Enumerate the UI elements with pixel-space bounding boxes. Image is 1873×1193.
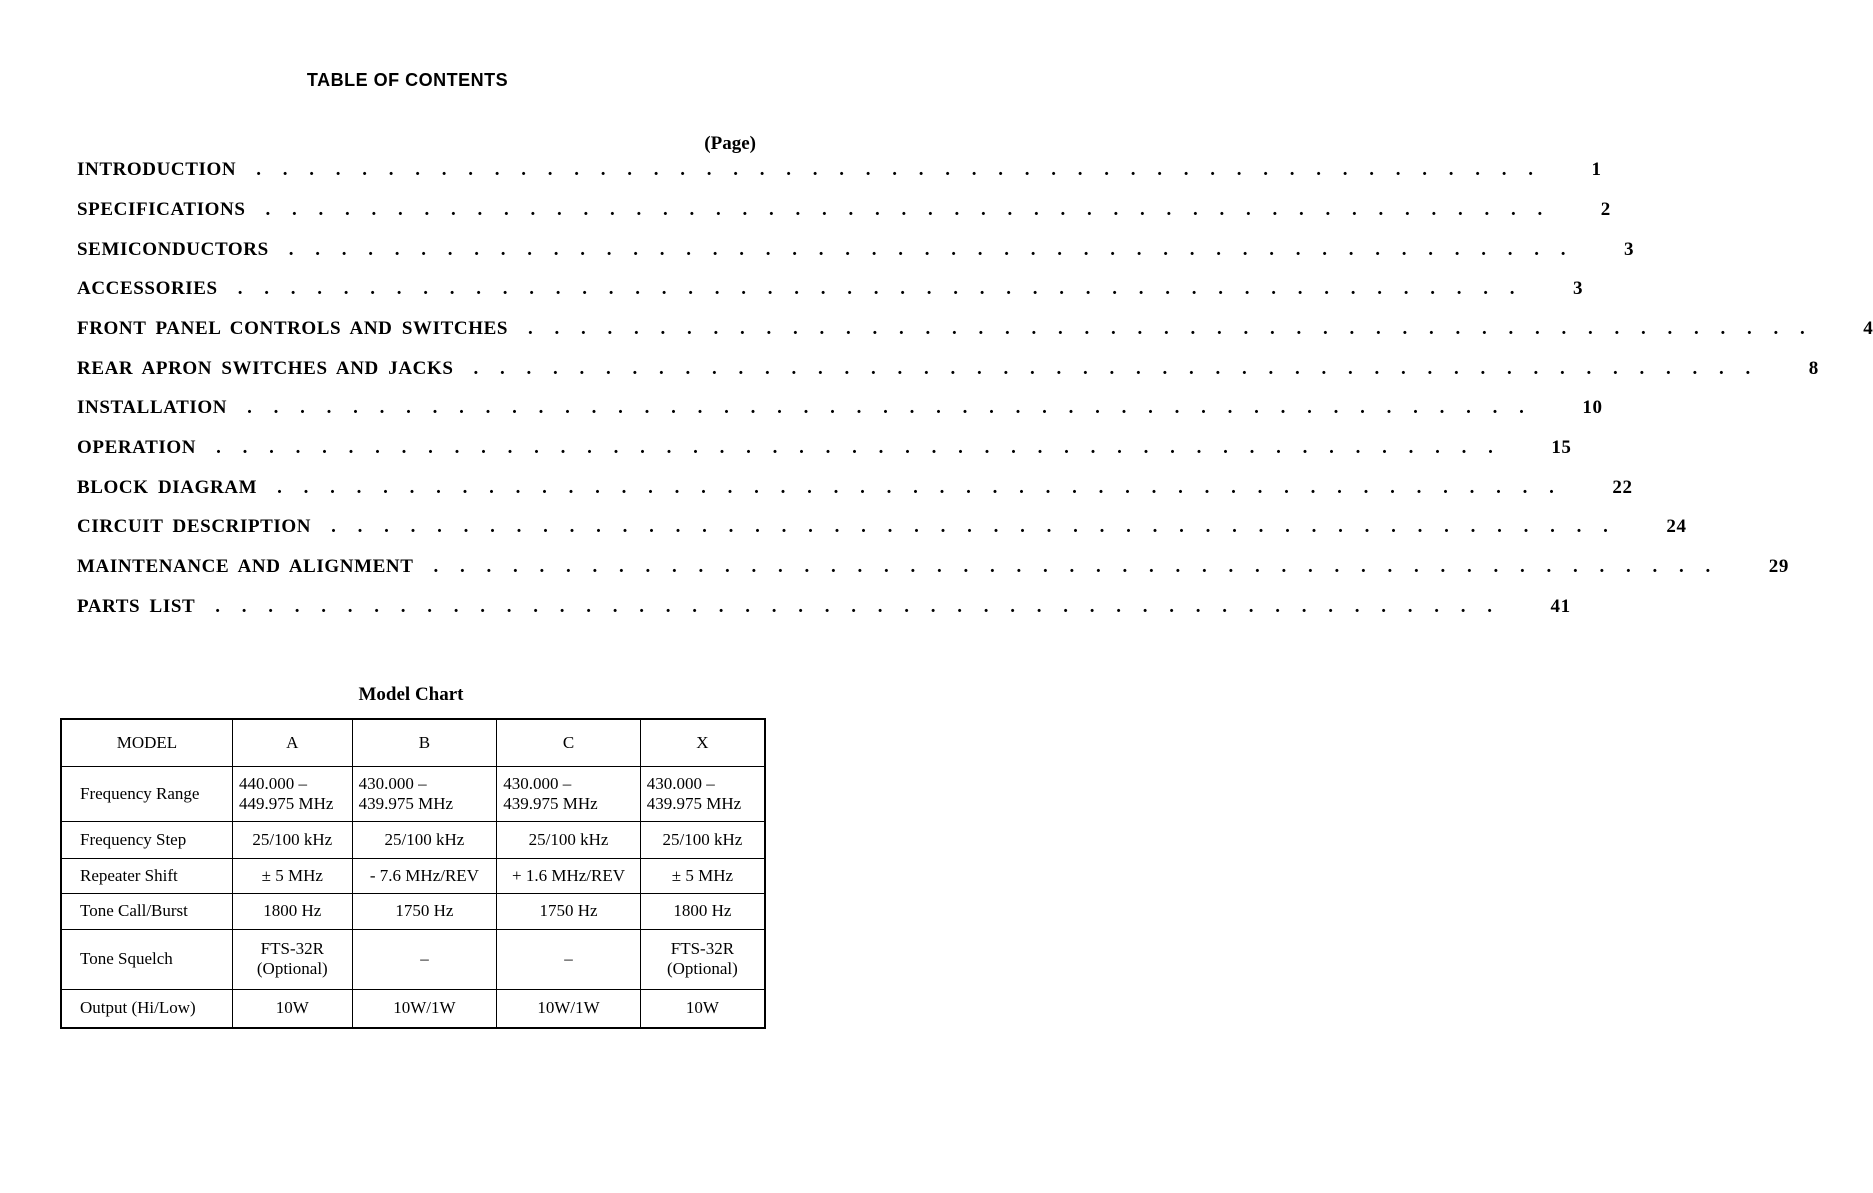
table-cell xyxy=(352,766,497,821)
table-cell xyxy=(640,858,765,893)
table-row xyxy=(61,989,765,1028)
toc-entry-page: 2 xyxy=(1600,199,1611,220)
toc-entry[interactable] xyxy=(77,358,1819,384)
toc-entry[interactable] xyxy=(77,159,1602,185)
cell-line: 25/100 kHz xyxy=(528,829,609,849)
cell-line: 25/100 kHz xyxy=(252,829,333,849)
table-cell xyxy=(352,893,497,929)
toc-entry-title: OPERATION xyxy=(77,437,197,458)
cell-line: 439.975 MHz xyxy=(646,793,742,813)
table-row xyxy=(61,858,765,893)
toc-entry-page: 3 xyxy=(1572,278,1584,299)
cell-line: 10W xyxy=(685,998,719,1018)
toc-entry[interactable] xyxy=(77,318,1873,344)
table-cell xyxy=(640,893,765,929)
toc-entry-title: CIRCUIT DESCRIPTION xyxy=(77,516,312,537)
toc-entry[interactable] xyxy=(77,278,1584,304)
cell-line: 449.975 MHz xyxy=(238,793,334,813)
cell-line: ± 5 MHz xyxy=(671,865,734,885)
table-cell xyxy=(640,766,765,821)
toc-entry-page: 22 xyxy=(1612,477,1633,498)
toc-entry-title: FRONT PANEL CONTROLS AND SWITCHES xyxy=(77,318,509,339)
cell-line: 439.975 MHz xyxy=(358,793,454,813)
toc-entry-title: SPECIFICATIONS xyxy=(77,199,246,220)
header-cell: B xyxy=(352,719,497,766)
row-label: Output (Hi/Low) xyxy=(61,989,232,1028)
toc-entry[interactable] xyxy=(77,477,1633,503)
toc-dot-leader: . . . . . . . . . . . . . . . . . . . . . . . . . . . . . . . . . . . . . . . . . . . . . . . . . xyxy=(216,437,1500,458)
toc-entry-page: 3 xyxy=(1624,239,1635,260)
toc-dot-leader: . . . . . . . . . . . . . . . . . . . . . . . . . . . . . . . . . . . . . . . . . . . . . . . . . xyxy=(288,239,1572,260)
cell-line: – xyxy=(564,949,573,968)
toc-entry-title: MAINTENANCE AND ALIGNMENT xyxy=(77,556,414,577)
toc-entry-page: 8 xyxy=(1808,358,1819,379)
toc-entry[interactable] xyxy=(77,199,1611,225)
cell-line: – xyxy=(420,949,429,968)
toc-entry[interactable] xyxy=(77,437,1572,463)
table-cell xyxy=(352,821,497,858)
table-cell xyxy=(497,893,641,929)
toc-entry-page: 41 xyxy=(1550,596,1571,617)
toc-dot-leader: . . . . . . . . . . . . . . . . . . . . . . . . . . . . . . . . . . . . . . . . . . . . . . . . . xyxy=(247,397,1531,418)
table-row xyxy=(61,929,765,989)
header-cell: C xyxy=(497,719,641,766)
cell-line: 439.975 MHz xyxy=(503,793,598,813)
model-chart-title: Model Chart xyxy=(358,684,464,705)
cell-line: - 7.6 MHz/REV xyxy=(369,865,479,885)
table-cell xyxy=(352,989,497,1028)
table-cell xyxy=(497,821,641,858)
header-cell: MODEL xyxy=(61,719,232,766)
toc-dot-leader: . . . . . . . . . . . . . . . . . . . . . . . . . . . . . . . . . . . . . . . . . . . . . . . . . xyxy=(215,596,1499,617)
table-cell xyxy=(232,766,352,821)
table-cell xyxy=(352,929,497,989)
row-label: Tone Call/Burst xyxy=(61,893,232,929)
toc-dot-leader: . . . . . . . . . . . . . . . . . . . . . . . . . . . . . . . . . . . . . . . . . . . . . . . . . xyxy=(433,556,1717,577)
toc-entry-page: 10 xyxy=(1582,397,1603,418)
toc-dot-leader: . . . . . . . . . . . . . . . . . . . . . . . . . . . . . . . . . . . . . . . . . . . . . . . . . xyxy=(256,159,1540,180)
table-cell xyxy=(232,893,352,929)
cell-line: 430.000 – xyxy=(503,773,572,793)
cell-line: ± 5 MHz xyxy=(261,865,323,885)
table-cell xyxy=(497,858,641,893)
toc-entry-title: ACCESSORIES xyxy=(77,278,218,299)
page-column-label: (Page) xyxy=(704,133,756,154)
toc-entry[interactable] xyxy=(77,596,1571,622)
toc-entry-title: SEMICONDUCTORS xyxy=(77,239,269,260)
cell-line: 1800 Hz xyxy=(673,901,732,920)
toc-entry-title: INSTALLATION xyxy=(77,397,228,418)
toc-entry-page: 29 xyxy=(1768,556,1789,577)
toc-dot-leader: . . . . . . . . . . . . . . . . . . . . . . . . . . . . . . . . . . . . . . . . . . . . . . . . . xyxy=(473,358,1757,379)
row-label: Repeater Shift xyxy=(61,858,232,893)
toc-dot-leader: . . . . . . . . . . . . . . . . . . . . . . . . . . . . . . . . . . . . . . . . . . . . . . . . . xyxy=(265,199,1549,220)
table-cell xyxy=(640,989,765,1028)
toc-entry-title: INTRODUCTION xyxy=(77,159,237,180)
toc-entry[interactable] xyxy=(77,397,1603,423)
cell-line: (Optional) xyxy=(256,959,328,978)
cell-line: 430.000 – xyxy=(646,773,715,793)
row-label: Tone Squelch xyxy=(61,929,232,989)
toc-entry-page: 24 xyxy=(1666,516,1687,537)
table-cell xyxy=(232,821,352,858)
toc-entry[interactable] xyxy=(77,516,1687,542)
toc-dot-leader: . . . . . . . . . . . . . . . . . . . . . . . . . . . . . . . . . . . . . . . . . . . . . . . . . xyxy=(277,477,1561,498)
page-title: TABLE OF CONTENTS xyxy=(306,70,509,90)
toc-entry[interactable] xyxy=(77,239,1635,265)
cell-line: FTS-32R xyxy=(260,939,324,958)
table-row xyxy=(61,821,765,858)
table-cell xyxy=(352,858,497,893)
toc-dot-leader: . . . . . . . . . . . . . . . . . . . . . . . . . . . . . . . . . . . . . . . . . . . . . . . . . xyxy=(528,318,1812,339)
cell-line: 25/100 kHz xyxy=(662,829,743,849)
toc-dot-leader: . . . . . . . . . . . . . . . . . . . . . . . . . . . . . . . . . . . . . . . . . . . . . . . . . xyxy=(331,516,1615,537)
toc-entry-page: 1 xyxy=(1591,159,1602,180)
header-cell: X xyxy=(640,719,765,766)
toc-entry-title: BLOCK DIAGRAM xyxy=(77,477,258,498)
model-chart-table xyxy=(60,718,766,1029)
cell-line: 1800 Hz xyxy=(263,901,322,920)
cell-line: FTS-32R xyxy=(670,939,735,958)
table-cell xyxy=(232,858,352,893)
cell-line: 1750 Hz xyxy=(395,901,454,920)
table-cell xyxy=(640,821,765,858)
cell-line: 10W xyxy=(275,998,309,1018)
header-cell: A xyxy=(232,719,352,766)
toc-entry-title: REAR APRON SWITCHES AND JACKS xyxy=(77,358,454,379)
table-row xyxy=(61,893,765,929)
row-label: Frequency Step xyxy=(61,821,232,858)
header-row xyxy=(61,719,765,766)
table-cell xyxy=(497,929,641,989)
cell-line: 440.000 – xyxy=(238,773,307,793)
cell-line: 1750 Hz xyxy=(539,901,598,920)
cell-line: (Optional) xyxy=(666,959,738,978)
cell-line: 10W/1W xyxy=(393,998,456,1018)
toc-entry-title: PARTS LIST xyxy=(77,596,196,617)
row-label: Frequency Range xyxy=(61,766,232,821)
cell-line: 430.000 – xyxy=(358,773,427,793)
toc-entry-page: 15 xyxy=(1551,437,1572,458)
cell-line: + 1.6 MHz/REV xyxy=(512,865,625,885)
table-cell xyxy=(497,989,641,1028)
toc-entry[interactable] xyxy=(77,556,1789,582)
table-row xyxy=(61,766,765,821)
table-cell xyxy=(232,989,352,1028)
toc-dot-leader: . . . . . . . . . . . . . . . . . . . . . . . . . . . . . . . . . . . . . . . . . . . . . . . . . xyxy=(237,278,1521,299)
table-cell xyxy=(232,929,352,989)
table-cell xyxy=(640,929,765,989)
cell-line: 25/100 kHz xyxy=(384,829,465,849)
table-cell xyxy=(497,766,641,821)
cell-line: 10W/1W xyxy=(537,998,600,1018)
toc-entry-page: 4 xyxy=(1863,318,1873,339)
